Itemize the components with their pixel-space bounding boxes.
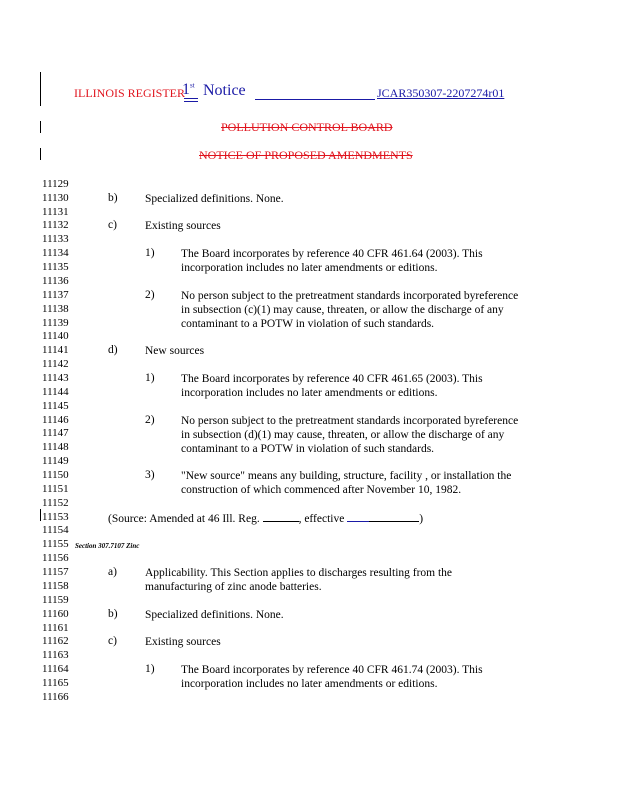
line-number: 11134 [42,247,69,259]
item-label: 1) [145,372,155,384]
line-number: 11141 [42,344,69,356]
header-underline [255,99,375,100]
item-text: manufacturing of zinc anode batteries. [145,581,322,593]
change-bar [40,72,41,106]
item-text: No person subject to the pretreatment standards incorporated byreference [181,415,519,427]
item-label: 3) [145,469,155,481]
item-label: a) [108,566,117,578]
agency-title: POLLUTION CONTROL BOARD [221,120,393,134]
line-number: 11164 [42,663,69,675]
item-text: in subsection (d)(1) may cause, threaten, or allow the discharge of any [181,429,505,441]
line-number: 11133 [42,233,69,245]
item-text: No person subject to the pretreatment standards incorporated byreference [181,290,519,302]
line-number: 11149 [42,455,69,467]
item-text: The Board incorporates by reference 40 CFR 461.64 (2003). This [181,248,483,260]
item-text: incorporation includes no later amendments or editions. [181,262,438,274]
line-number: 11153 [42,511,69,523]
item-text: in subsection (c)(1) may cause, threaten, or allow the discharge of any [181,304,504,316]
change-bar [40,121,41,133]
source-suffix: ) [419,513,424,525]
item-label: b) [108,608,118,620]
item-text: New sources [145,345,205,357]
line-number: 11163 [42,649,69,661]
item-label: d) [108,344,118,356]
item-label: b) [108,192,118,204]
change-bar [40,148,41,160]
item-text: The Board incorporates by reference 40 CFR 461.65 (2003). This [181,373,483,385]
line-number: 11137 [42,289,69,301]
item-label: 2) [145,414,155,426]
item-label: c) [108,635,117,647]
item-text: construction of which commenced after November 10, 1982. [181,484,462,496]
line-number: 11166 [42,691,69,703]
line-number: 11156 [42,552,69,564]
line-number: 11162 [42,635,69,647]
line-number: 11159 [42,594,69,606]
change-bar [40,509,41,521]
item-text: Existing sources [145,220,221,232]
item-text: contaminant to a POTW in violation of such standards. [181,443,435,455]
line-number: 11143 [42,372,69,384]
item-text: Specialized definitions. None. [145,609,284,621]
line-number: 11160 [42,608,69,620]
line-number: 11146 [42,414,69,426]
notice-label: Notice [203,82,246,99]
item-text: Existing sources [145,636,221,648]
notice-type-title: NOTICE OF PROPOSED AMENDMENTS [199,148,413,162]
line-number: 11147 [42,427,69,439]
line-number: 11165 [42,677,69,689]
line-number: 11152 [42,497,69,509]
line-number: 11131 [42,206,69,218]
item-label: 2) [145,289,155,301]
line-number: 11140 [42,330,69,342]
source-effective: , effective [298,513,345,525]
source-prefix: (Source: Amended at 46 Ill. Reg. [108,513,260,525]
line-number: 11148 [42,441,69,453]
section-heading: Section 307.7107 Zinc [75,542,140,550]
item-text: "New source" means any building, structure, facility , or installation the [181,470,512,482]
line-number: 11158 [42,580,69,592]
line-number: 11154 [42,524,69,536]
effective-date-blank [369,511,419,522]
page-number-marker [184,98,198,102]
line-number: 11130 [42,192,69,204]
page-number-value: 1 [182,81,190,98]
line-number: 11150 [42,469,69,481]
line-number: 11139 [42,317,69,329]
line-number: 11157 [42,566,69,578]
line-number: 11129 [42,178,69,190]
item-label: c) [108,219,117,231]
line-number: 11132 [42,219,69,231]
register-title: ILLINOIS REGISTER [74,86,185,100]
line-number: 11135 [42,261,69,273]
item-label: 1) [145,663,155,675]
item-label: 1) [145,247,155,259]
effective-date-blank [347,511,369,522]
line-number: 11151 [42,483,69,495]
register-blank [263,511,299,522]
line-number: 11136 [42,275,69,287]
item-text: contaminant to a POTW in violation of such standards. [181,318,435,330]
source-note [108,511,423,526]
line-number: 11155 [42,538,69,550]
line-number: 11145 [42,400,69,412]
line-number: 11142 [42,358,69,370]
item-text: incorporation includes no later amendments or editions. [181,387,438,399]
page-number [182,81,195,99]
item-text: The Board incorporates by reference 40 CFR 461.74 (2003). This [181,664,483,676]
item-text: incorporation includes no later amendments or editions. [181,678,438,690]
item-text: Specialized definitions. None. [145,193,284,205]
line-number: 11161 [42,622,69,634]
item-text: Applicability. This Section applies to discharges resulting from the [145,567,453,579]
page-number-suffix: st [190,81,195,90]
line-number: 11144 [42,386,69,398]
document-id: JCAR350307-2207274r01 [377,86,505,100]
line-number: 11138 [42,303,69,315]
